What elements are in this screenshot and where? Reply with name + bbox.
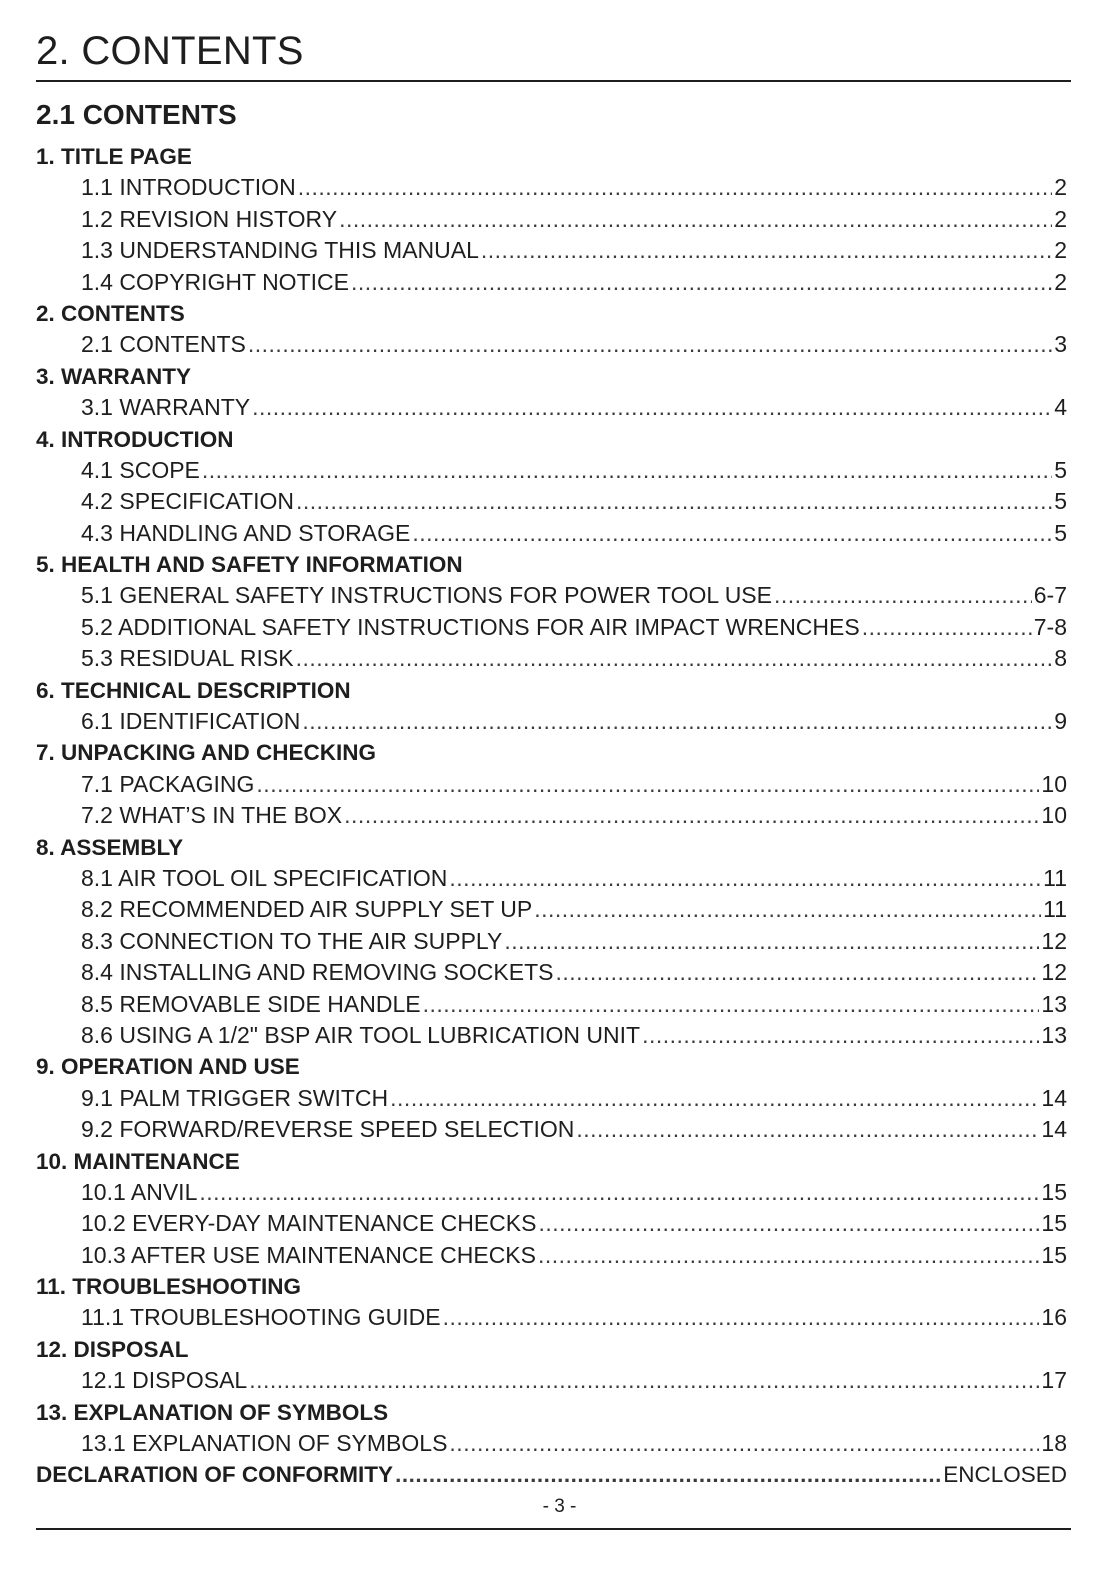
toc-entry [36, 643, 1067, 674]
toc-entry [36, 1302, 1067, 1333]
toc-entry-label: 6.1 IDENTIFICATION [81, 708, 301, 735]
toc-section-heading [36, 1334, 1067, 1365]
toc-section-heading [36, 549, 1067, 580]
toc-entry-label: 12.1 DISPOSAL [81, 1367, 248, 1394]
dot-leader [538, 1240, 1039, 1271]
toc-entry-label: 8.3 CONNECTION TO THE AIR SUPPLY [81, 927, 503, 954]
toc-entry-label: 8.6 USING A 1/2" BSP AIR TOOL LUBRICATION UNIT [81, 1021, 641, 1048]
toc-entry [36, 172, 1067, 203]
toc-entry [36, 455, 1067, 486]
toc-entry [36, 267, 1067, 298]
toc-entry [36, 863, 1067, 894]
toc-entry-label: 11.1 TROUBLESHOOTING GUIDE [81, 1304, 441, 1331]
dot-leader [344, 800, 1039, 831]
dot-leader [296, 486, 1052, 517]
toc-section-heading [36, 141, 1067, 172]
dot-leader [534, 894, 1041, 925]
dot-leader [862, 612, 1032, 643]
toc-entry-label: 1.1 INTRODUCTION [81, 174, 296, 201]
toc-entry [36, 486, 1067, 517]
dot-leader [423, 989, 1040, 1020]
toc-section-heading [36, 298, 1067, 329]
toc-entry-page: 12 [1041, 959, 1067, 986]
toc-entry-page: 18 [1041, 1430, 1067, 1457]
dot-leader [248, 329, 1052, 360]
toc-entry-label: 8.4 INSTALLING AND REMOVING SOCKETS [81, 959, 554, 986]
dot-leader [249, 1365, 1039, 1396]
toc-entry-label: 4. INTRODUCTION [36, 426, 234, 452]
toc-entry-page: 4 [1054, 394, 1067, 421]
dot-leader [443, 1302, 1040, 1333]
dot-leader [351, 267, 1052, 298]
toc-entry-label: 1. TITLE PAGE [36, 144, 192, 169]
table-of-contents [36, 141, 1067, 1491]
toc-entry-page: 15 [1041, 1241, 1067, 1268]
toc-entry [36, 894, 1067, 925]
toc-entry-page: 14 [1041, 1084, 1067, 1111]
toc-entry [36, 1083, 1067, 1114]
toc-entry-page: 2 [1054, 237, 1067, 264]
toc-section-heading [36, 424, 1067, 455]
toc-entry-label: 4.1 SCOPE [81, 456, 200, 483]
toc-entry [36, 706, 1067, 737]
dot-leader [302, 706, 1052, 737]
toc-section-heading [36, 1271, 1067, 1302]
toc-entry [36, 1020, 1067, 1051]
toc-entry [36, 392, 1067, 423]
toc-entry-label: 3. WARRANTY [36, 363, 192, 389]
toc-entry-label: 5.2 ADDITIONAL SAFETY INSTRUCTIONS FOR AIR IMPACT WRENCHES [81, 613, 860, 640]
dot-leader [390, 1083, 1039, 1114]
dot-leader [339, 204, 1052, 235]
page-title: 2. CONTENTS [36, 29, 304, 73]
toc-section-heading [36, 832, 1067, 863]
toc-entry-label: 9. OPERATION AND USE [36, 1054, 300, 1080]
toc-entry-label: 5. HEALTH AND SAFETY INFORMATION [36, 552, 463, 578]
dot-leader [538, 1208, 1039, 1239]
toc-entry-label: 8.5 REMOVABLE SIDE HANDLE [81, 990, 421, 1017]
toc-entry-label: 8. ASSEMBLY [36, 834, 184, 860]
toc-entry-label: 12. DISPOSAL [36, 1336, 189, 1362]
toc-entry-label: 5.3 RESIDUAL RISK [81, 645, 294, 672]
dot-leader [504, 926, 1039, 957]
toc-declaration-entry [36, 1459, 1067, 1490]
toc-entry-page: 9 [1054, 708, 1067, 735]
toc-entry-page: 15 [1041, 1210, 1067, 1237]
toc-entry-label: 8.1 AIR TOOL OIL SPECIFICATION [81, 864, 448, 891]
toc-entry [36, 769, 1067, 800]
toc-entry-page: 10 [1041, 802, 1067, 829]
toc-entry-label: 10. MAINTENANCE [36, 1148, 240, 1174]
toc-entry-page: 15 [1041, 1178, 1067, 1205]
dot-leader [412, 518, 1052, 549]
toc-entry-label: 8.2 RECOMMENDED AIR SUPPLY SET UP [81, 896, 533, 923]
toc-entry-label: 2. CONTENTS [36, 300, 185, 326]
toc-entry [36, 580, 1067, 611]
toc-entry-page: 5 [1054, 519, 1067, 546]
toc-entry-page: 8 [1054, 645, 1067, 672]
dot-leader [642, 1020, 1039, 1051]
toc-entry-label: 1.4 COPYRIGHT NOTICE [81, 268, 349, 295]
bottom-divider [36, 1528, 1071, 1530]
dot-leader [395, 1459, 941, 1490]
section-title: 2.1 CONTENTS [36, 99, 237, 130]
toc-entry-page: 11 [1043, 864, 1067, 891]
toc-entry-label: 7.2 WHAT’S IN THE BOX [81, 802, 343, 829]
toc-entry-page: 6-7 [1033, 582, 1067, 609]
toc-entry-label: 7.1 PACKAGING [81, 770, 255, 797]
toc-entry-label: 9.2 FORWARD/REVERSE SPEED SELECTION [81, 1116, 575, 1143]
toc-entry-page: 11 [1043, 896, 1067, 923]
toc-section-heading [36, 737, 1067, 768]
page-number: - 3 - [542, 1496, 577, 1517]
toc-section-heading [36, 1146, 1067, 1177]
top-divider [36, 80, 1071, 82]
toc-entry [36, 1240, 1067, 1271]
toc-entry-page: 3 [1054, 331, 1067, 358]
toc-entry-label: 10.1 ANVIL [81, 1178, 198, 1205]
toc-entry-page: 2 [1054, 174, 1067, 201]
toc-entry-label: 11. TROUBLESHOOTING [36, 1274, 302, 1300]
dot-leader [202, 455, 1052, 486]
toc-entry-page: 13 [1041, 990, 1067, 1017]
toc-entry [36, 612, 1067, 643]
toc-entry-page: 2 [1054, 268, 1067, 295]
toc-section-heading [36, 1051, 1067, 1082]
toc-entry-page: 10 [1041, 770, 1067, 797]
toc-entry-page: 12 [1041, 927, 1067, 954]
dot-leader [296, 643, 1053, 674]
toc-entry-label: 1.3 UNDERSTANDING THIS MANUAL [81, 237, 479, 264]
toc-entry-page: 16 [1041, 1304, 1067, 1331]
toc-entry [36, 204, 1067, 235]
toc-entry-label: 1.2 REVISION HISTORY [81, 205, 338, 232]
toc-entry-label: DECLARATION OF CONFORMITY [36, 1462, 394, 1488]
toc-entry-label: 9.1 PALM TRIGGER SWITCH [81, 1084, 389, 1111]
toc-entry [36, 957, 1067, 988]
toc-entry-label: 10.2 EVERY-DAY MAINTENANCE CHECKS [81, 1210, 537, 1237]
toc-entry-page: 5 [1054, 488, 1067, 515]
toc-entry-page: 5 [1054, 456, 1067, 483]
toc-section-heading [36, 1397, 1067, 1428]
dot-leader [576, 1114, 1039, 1145]
toc-entry-label: 2.1 CONTENTS [81, 331, 246, 358]
toc-entry-page: 7-8 [1033, 613, 1067, 640]
toc-entry [36, 518, 1067, 549]
toc-entry [36, 235, 1067, 266]
toc-entry-label: 7. UNPACKING AND CHECKING [36, 740, 377, 766]
dot-leader [252, 392, 1052, 423]
toc-entry-label: 13. EXPLANATION OF SYMBOLS [36, 1399, 389, 1425]
toc-entry-page: 14 [1041, 1116, 1067, 1143]
dot-leader [256, 769, 1039, 800]
toc-entry-page: 17 [1041, 1367, 1067, 1394]
toc-entry [36, 926, 1067, 957]
dot-leader [481, 235, 1052, 266]
dot-leader [199, 1177, 1039, 1208]
toc-entry [36, 1428, 1067, 1459]
toc-entry [36, 1114, 1067, 1145]
toc-entry [36, 1208, 1067, 1239]
toc-entry-page: ENCLOSED [943, 1462, 1067, 1488]
toc-entry [36, 1177, 1067, 1208]
toc-entry-label: 10.3 AFTER USE MAINTENANCE CHECKS [81, 1241, 536, 1268]
toc-entry [36, 989, 1067, 1020]
toc-entry-label: 3.1 WARRANTY [81, 394, 251, 421]
dot-leader [774, 580, 1032, 611]
toc-entry-label: 13.1 EXPLANATION OF SYMBOLS [81, 1430, 448, 1457]
toc-entry [36, 1365, 1067, 1396]
toc-entry-label: 6. TECHNICAL DESCRIPTION [36, 677, 351, 703]
toc-entry-label: 4.2 SPECIFICATION [81, 488, 295, 515]
dot-leader [298, 172, 1053, 203]
dot-leader [449, 863, 1041, 894]
toc-entry [36, 329, 1067, 360]
toc-entry [36, 800, 1067, 831]
toc-entry-page: 13 [1041, 1021, 1067, 1048]
toc-section-heading [36, 361, 1067, 392]
toc-entry-label: 4.3 HANDLING AND STORAGE [81, 519, 411, 546]
toc-entry-page: 2 [1054, 205, 1067, 232]
dot-leader [449, 1428, 1039, 1459]
dot-leader [555, 957, 1039, 988]
toc-entry-label: 5.1 GENERAL SAFETY INSTRUCTIONS FOR POWER TOOL USE [81, 582, 772, 609]
toc-section-heading [36, 675, 1067, 706]
